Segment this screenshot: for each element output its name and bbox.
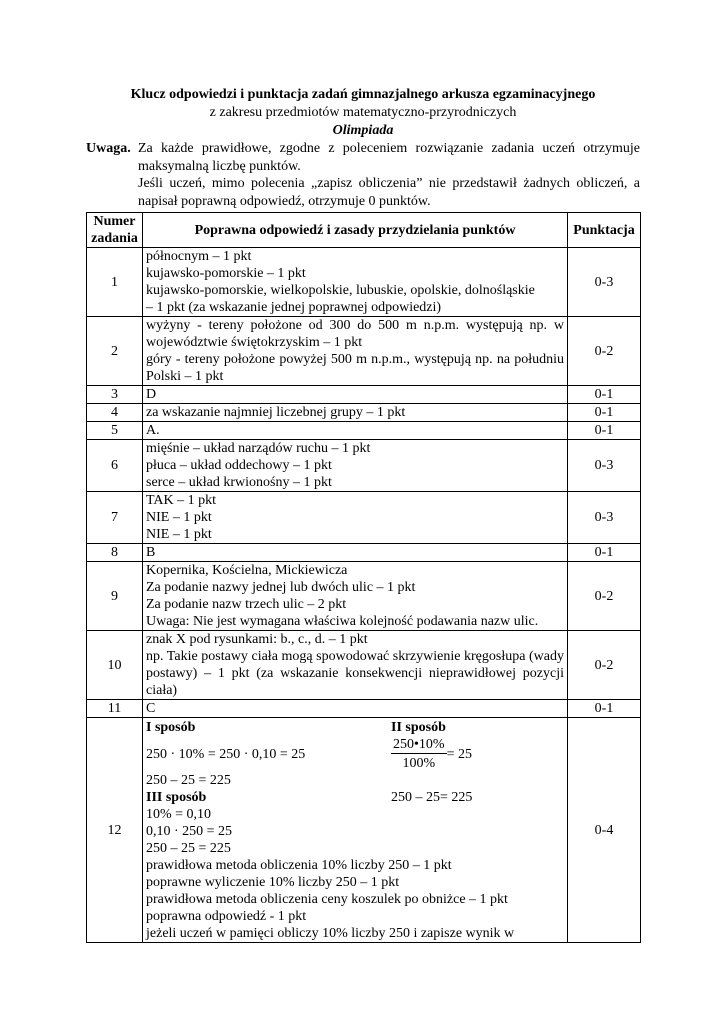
table-row [87, 404, 641, 422]
task-number: 9 [87, 562, 143, 631]
table-header-row [87, 213, 641, 248]
way3-line-3: 250 – 25 = 225 [146, 841, 231, 856]
points-cell: 0-1 [568, 544, 641, 562]
document-header [86, 86, 640, 210]
table-row-12 [87, 718, 641, 943]
answer-key-table [86, 212, 641, 943]
answer-line: – 1 pkt (za wskazanie jednej poprawnej odpowiedzi) [146, 300, 442, 315]
document-title: Klucz odpowiedzi i punktacja zadań gimnazjalnego arkusza egzaminacyjnego [130, 87, 596, 102]
fraction-result: = 25 [446, 747, 472, 762]
table-row [87, 386, 641, 404]
way3-label: III sposób [146, 790, 207, 805]
answer-cell [143, 440, 568, 492]
answer-line: za wskazanie najmniej liczebnej grupy – 1 pkt [146, 405, 406, 420]
way3-line-1: 10% = 0,10 [146, 807, 212, 822]
answer-cell [143, 544, 568, 562]
table-row [87, 492, 641, 544]
task-number: 6 [87, 440, 143, 492]
answer-line: Za podanie nazwy jednej lub dwóch ulic – 1 pkt [146, 580, 416, 595]
row-12-points: 0-4 [568, 718, 641, 943]
answer-line: Kopernika, Kościelna, Mickiewicza [146, 563, 348, 578]
competition-name: Olimpiada [332, 123, 394, 138]
task-number: 5 [87, 422, 143, 440]
answer-line: góry - tereny położone powyżej 500 m n.p.m., występują np. na południu Polski – 1 pkt [146, 352, 564, 384]
table-row [87, 544, 641, 562]
task-number: 1 [87, 248, 143, 317]
answer-line: kujawsko-pomorskie, wielkopolskie, lubuskie, opolskie, dolnośląskie [146, 283, 535, 298]
answer-line: kujawsko-pomorskie – 1 pkt [146, 266, 306, 281]
task-number: 11 [87, 700, 143, 718]
task-number: 4 [87, 404, 143, 422]
answer-line: znak X pod rysunkami: b., c., d. – 1 pkt [146, 632, 368, 647]
table-row [87, 562, 641, 631]
points-cell: 0-1 [568, 700, 641, 718]
points-cell: 0-3 [568, 492, 641, 544]
answer-cell [143, 422, 568, 440]
points-cell: 0-1 [568, 404, 641, 422]
answer-line: D [146, 387, 157, 402]
table-row [87, 317, 641, 386]
answer-line: A. [146, 423, 160, 438]
note-paragraph-1: Za każde prawidłowe, zgodne z poleceniem rozwiązanie zadania uczeń otrzymuje maksymalną liczbę punktów. [138, 141, 640, 174]
note-block [86, 140, 640, 210]
header-answer: Poprawna odpowiedź i zasady przydzielania punktów [143, 213, 568, 248]
task-number: 7 [87, 492, 143, 544]
row-12-answer [143, 718, 568, 943]
criteria-line-2: poprawne wyliczenie 10% liczby 250 – 1 pkt [146, 875, 400, 890]
fraction-numerator: 250•10% [393, 737, 445, 752]
answer-line: mięśnie – układ narządów ruchu – 1 pkt [146, 441, 371, 456]
points-cell: 0-2 [568, 562, 641, 631]
answer-cell [143, 404, 568, 422]
task-number: 3 [87, 386, 143, 404]
answer-line: północnym – 1 pkt [146, 249, 252, 264]
answer-line: np. Takie postawy ciała mogą spowodować skrzywienie kręgosłupa (wady postawy) – 1 pkt (za wskazanie konsekwencji nieprawidłowej pozycji ciała) [146, 649, 564, 698]
answer-line: Za podanie nazw trzech ulic – 2 pkt [146, 597, 347, 612]
answer-cell [143, 631, 568, 700]
answer-line: płuca – układ oddechowy – 1 pkt [146, 458, 332, 473]
criteria-line-5: jeżeli uczeń w pamięci obliczy 10% liczby 250 i zapisze wynik w [146, 926, 515, 941]
task-number: 2 [87, 317, 143, 386]
points-cell: 0-3 [568, 440, 641, 492]
answer-line: C [146, 701, 156, 716]
points-cell: 0-3 [568, 248, 641, 317]
criteria-line-3: prawidłowa metoda obliczenia ceny koszulek po obniżce – 1 pkt [146, 892, 508, 907]
way2-fraction [391, 737, 472, 772]
way2-line2: 250 – 25= 225 [391, 790, 473, 805]
answer-cell [143, 248, 568, 317]
row-12-num: 12 [87, 718, 143, 943]
answer-cell [143, 317, 568, 386]
criteria-line-4: poprawna odpowiedź - 1 pkt [146, 909, 307, 924]
note-label: Uwaga. [86, 141, 131, 156]
answer-line: TAK – 1 pkt [146, 493, 217, 508]
criteria-line-1: prawidłowa metoda obliczenia 10% liczby 250 – 1 pkt [146, 858, 452, 873]
table-row [87, 631, 641, 700]
table-row [87, 248, 641, 317]
points-cell: 0-2 [568, 631, 641, 700]
way1-line1: 250 · 10% = 250 · 0,10 = 25 [146, 746, 306, 762]
answer-cell [143, 562, 568, 631]
points-cell: 0-1 [568, 422, 641, 440]
table-row [87, 700, 641, 718]
way1-line2: 250 – 25 = 225 [146, 773, 231, 788]
way2-label: II sposób [391, 720, 446, 735]
header-points: Punktacja [568, 213, 641, 248]
task-number: 8 [87, 544, 143, 562]
answer-line: B [146, 545, 156, 560]
answer-line: NIE – 1 pkt [146, 527, 212, 542]
task-number: 10 [87, 631, 143, 700]
table-row [87, 440, 641, 492]
way1-label: I sposób [146, 720, 196, 735]
answer-cell [143, 492, 568, 544]
answer-cell [143, 386, 568, 404]
points-cell: 0-1 [568, 386, 641, 404]
answer-line: serce – układ krwionośny – 1 pkt [146, 475, 332, 490]
fraction-denominator: 100% [402, 756, 436, 771]
answer-line: wyżyny - tereny położone od 300 do 500 m n.p.m. występują np. w województwie świętokrzyskim – 1 pkt [146, 318, 564, 350]
document-subtitle: z zakresu przedmiotów matematyczno-przyrodniczych [209, 105, 517, 120]
answer-cell [143, 700, 568, 718]
note-paragraph-2: Jeśli uczeń, mimo polecenia „zapisz obliczenia” nie przedstawił żadnych obliczeń, a napisał poprawną odpowiedź, otrzymuje 0 punktów. [138, 176, 640, 209]
answer-line: Uwaga: Nie jest wymagana właściwa kolejność podawania nazw ulic. [146, 614, 539, 629]
points-cell: 0-2 [568, 317, 641, 386]
way3-line-2: 0,10 · 250 = 25 [146, 824, 233, 839]
answer-line: NIE – 1 pkt [146, 510, 212, 525]
header-num: Numer zadania [87, 213, 143, 248]
table-row [87, 422, 641, 440]
